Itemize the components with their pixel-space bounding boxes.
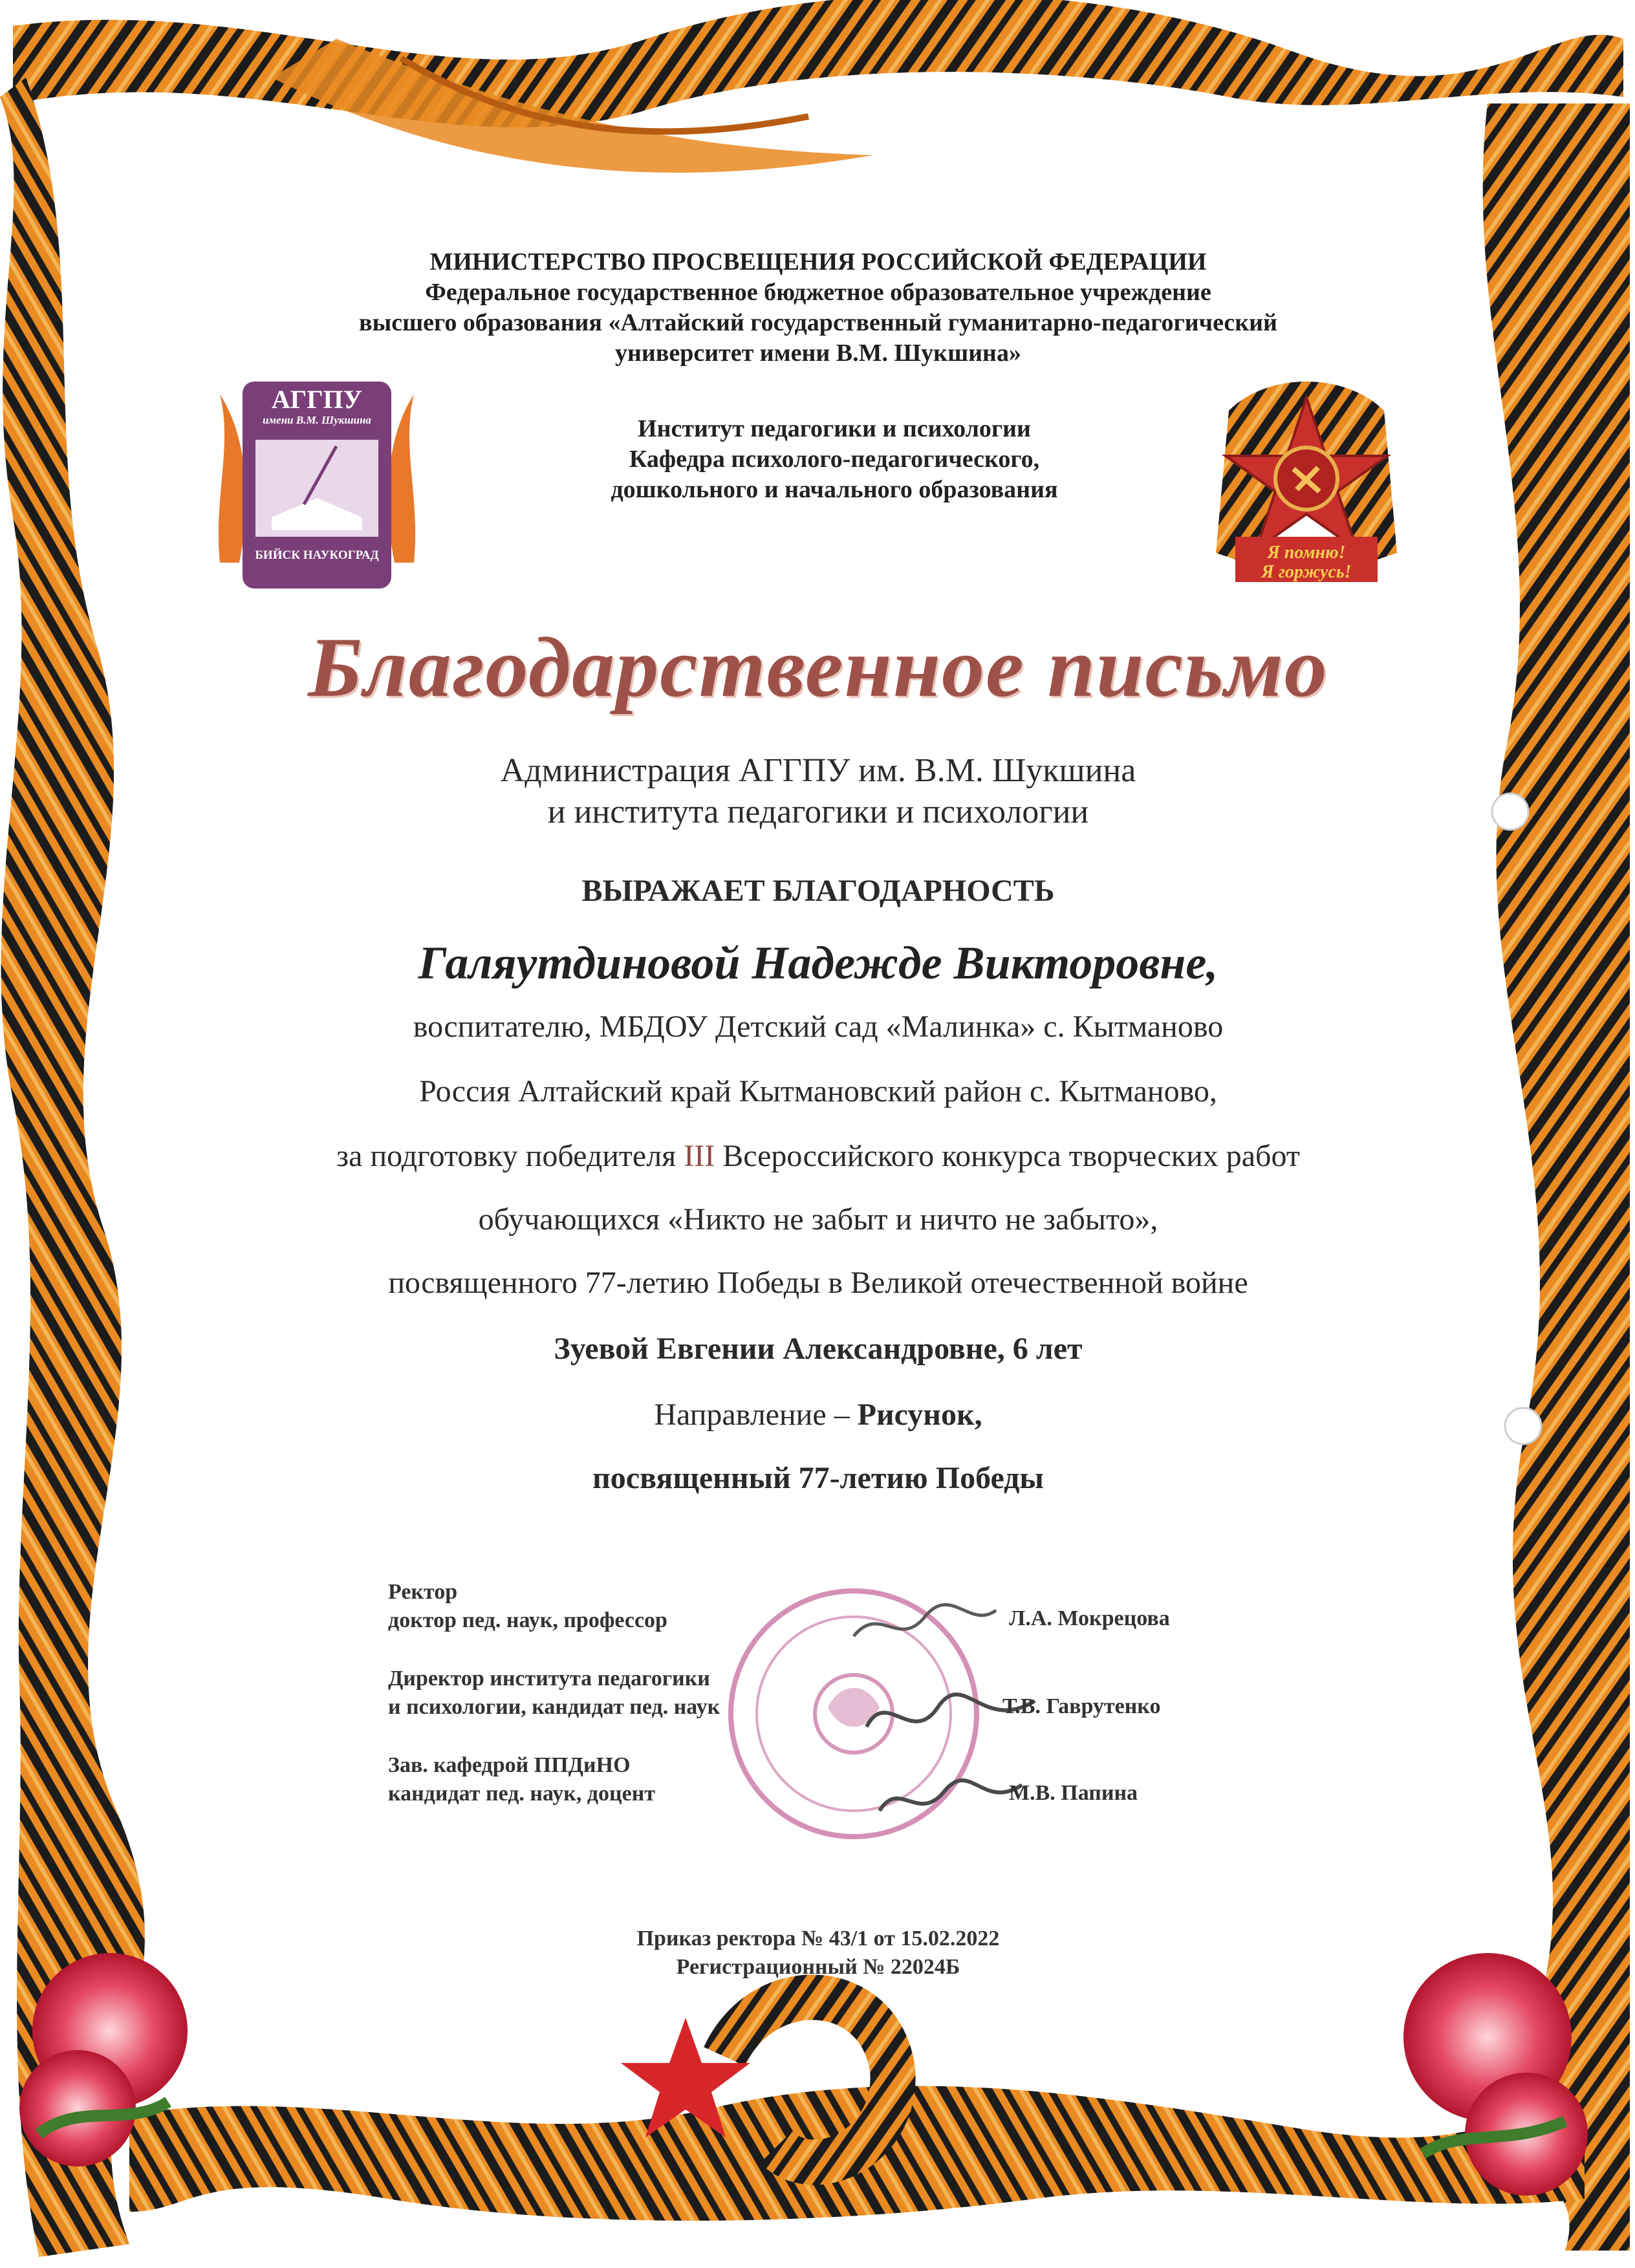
ministry-header [194, 247, 1442, 369]
direction-line [194, 1397, 1442, 1432]
logo-sub-text: имени В.М. Шукшина [263, 414, 371, 426]
head-name: М.В. Папина [1009, 1781, 1138, 1805]
badge-text-line1: Я помню! [1267, 543, 1346, 563]
rector-name: Л.А. Мокрецова [1009, 1606, 1170, 1630]
admin-line1: Администрация АГГПУ им. В.М. Шукшина [500, 752, 1136, 789]
header-line4: университет имени В.М. Шукшина» [615, 340, 1021, 367]
signature-rector [388, 1578, 667, 1635]
reason-line3: посвященного 77-летию Победы в Великой отечественной войне [388, 1266, 1248, 1300]
recipient-name: Галяутдиновой Надежде Викторовне, [418, 937, 1218, 989]
winner-name: Зуевой Евгении Александровне, 6 лет [554, 1332, 1083, 1366]
logo-bottom-text: БИЙСК НАУКОГРАД [255, 548, 379, 562]
institute-header [446, 414, 1222, 505]
admin-line2: и института педагогики и психологии [547, 794, 1089, 830]
head-title: Зав. кафедрой ППДиНО [388, 1753, 631, 1777]
director-title: Директор института педагогики [388, 1667, 710, 1690]
header-line2: Федеральное государственное бюджетное образовательное учреждение [425, 279, 1211, 306]
recipient-position: воспитателю, МБДОУ Детский сад «Малинка» с. Кытманово [413, 1010, 1224, 1044]
recipient-location: Россия Алтайский край Кытмановский район с. Кытманово, [419, 1074, 1217, 1108]
direction-label: Направление – [654, 1398, 858, 1432]
institute-line2: Кафедра психолого-педагогического, [629, 446, 1040, 473]
head-degree: кандидат пед. наук, доцент [388, 1782, 656, 1806]
footer-registration: Регистрационный № 22024Б [676, 1955, 960, 1979]
reason-line1-b: Всероссийского конкурса творческих работ [715, 1139, 1300, 1173]
signature-director [388, 1665, 720, 1722]
institute-line1: Институт педагогики и психологии [638, 415, 1031, 442]
rector-title: Ректор [388, 1580, 458, 1604]
footer-order: Приказ ректора № 43/1 от 15.02.2022 [636, 1927, 1000, 1950]
header-line1: МИНИСТЕРСТВО ПРОСВЕЩЕНИЯ РОССИЙСКОЙ ФЕДЕРАЦИИ [429, 248, 1207, 275]
header-line3: высшего образования «Алтайский государственный гуманитарно-педагогический [359, 309, 1277, 336]
direction-value: Рисунок, [857, 1398, 982, 1432]
reason-line1 [194, 1138, 1442, 1174]
institute-line3: дошкольного и начального образования [611, 476, 1058, 503]
footer-block [194, 1925, 1442, 1982]
director-degree: и психологии, кандидат пед. наук [388, 1695, 720, 1719]
express-gratitude: ВЫРАЖАЕТ БЛАГОДАРНОСТЬ [581, 874, 1055, 908]
logo-top-text: АГГПУ [271, 385, 363, 414]
badge-text-line2: Я горжусь! [1261, 562, 1352, 582]
reason-line1-a: за подготовку победителя [336, 1139, 684, 1173]
director-name: Т.В. Гаврутенко [1002, 1694, 1161, 1718]
signature-head [388, 1751, 655, 1808]
document-title: Благодарственное письмо [308, 620, 1328, 715]
reason-line2: обучающихся «Никто не забыт и ничто не забыто», [478, 1202, 1158, 1237]
administration-block [194, 750, 1442, 833]
direction-line2: посвященный 77-летию Победы [592, 1461, 1044, 1495]
reason-roman: III [684, 1139, 715, 1173]
badge-text [1245, 543, 1368, 582]
rector-degree: доктор пед. наук, профессор [388, 1608, 667, 1632]
